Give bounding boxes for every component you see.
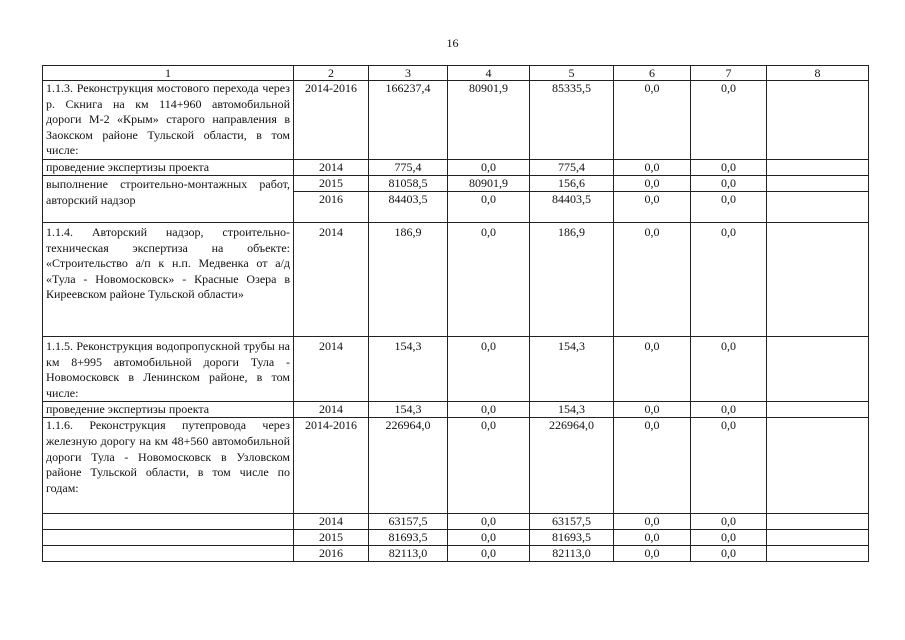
table-row: [43, 337, 869, 402]
page-number: 16: [446, 36, 459, 50]
total-cell: 154,3: [369, 337, 448, 402]
value-cell: 0,0: [614, 160, 691, 176]
value-cell: 775,4: [530, 160, 614, 176]
value-cell: 0,0: [614, 546, 691, 562]
value-cell: 0,0: [614, 402, 691, 418]
period-cell: 2015: [294, 176, 369, 192]
value-cell: 63157,5: [530, 514, 614, 530]
total-cell: 81058,5: [369, 176, 448, 192]
notes-cell: [767, 530, 869, 546]
notes-cell: [767, 223, 869, 337]
item-description: 1.1.6. Реконструкция путепровода через железную дорогу на км 48+560 автомобильной дороги Тула - Новомосковск в Узловском районе Тульской области, в том числе по годам:: [43, 418, 294, 514]
column-header: 3: [369, 66, 448, 81]
total-cell: 81693,5: [369, 530, 448, 546]
item-description: выполнение строительно-монтажных работ, авторский надзор: [43, 176, 294, 223]
value-cell: 0,0: [691, 402, 767, 418]
value-cell: 0,0: [448, 418, 530, 514]
value-cell: 0,0: [691, 337, 767, 402]
value-cell: 0,0: [614, 514, 691, 530]
item-description: 1.1.5. Реконструкция водопропускной трубы на км 8+995 автомобильной дороги Тула - Новомосковск в Ленинском районе, в том числе:: [43, 337, 294, 402]
value-cell: 154,3: [530, 337, 614, 402]
total-cell: 775,4: [369, 160, 448, 176]
item-description: 1.1.3. Реконструкция мостового перехода через р. Скнига на км 114+960 автомобильной дороги М-2 «Крым» старого направления в Заокском районе Тульской области, в том числе:: [43, 81, 294, 160]
value-cell: 0,0: [448, 546, 530, 562]
period-cell: 2014: [294, 160, 369, 176]
column-header: 7: [691, 66, 767, 81]
column-header: 8: [767, 66, 869, 81]
value-cell: 0,0: [614, 192, 691, 223]
value-cell: 0,0: [448, 337, 530, 402]
total-cell: 186,9: [369, 223, 448, 337]
notes-cell: [767, 402, 869, 418]
value-cell: 154,3: [530, 402, 614, 418]
notes-cell: [767, 546, 869, 562]
notes-cell: [767, 160, 869, 176]
value-cell: 0,0: [448, 530, 530, 546]
column-header: 1: [43, 66, 294, 81]
value-cell: 0,0: [691, 514, 767, 530]
table-row: [43, 418, 869, 514]
table-row: [43, 81, 869, 160]
value-cell: 0,0: [448, 514, 530, 530]
notes-cell: [767, 514, 869, 530]
column-header: 6: [614, 66, 691, 81]
value-cell: 0,0: [448, 402, 530, 418]
value-cell: 0,0: [448, 223, 530, 337]
value-cell: 0,0: [691, 418, 767, 514]
period-cell: 2016: [294, 546, 369, 562]
period-cell: 2014: [294, 402, 369, 418]
column-header: 4: [448, 66, 530, 81]
item-description: [43, 530, 294, 546]
period-cell: 2016: [294, 192, 369, 223]
value-cell: 0,0: [691, 176, 767, 192]
table-row: [43, 176, 869, 192]
total-cell: 82113,0: [369, 546, 448, 562]
value-cell: 85335,5: [530, 81, 614, 160]
value-cell: 81693,5: [530, 530, 614, 546]
period-cell: 2014: [294, 337, 369, 402]
period-cell: 2014-2016: [294, 418, 369, 514]
table-row: [43, 530, 869, 546]
notes-cell: [767, 337, 869, 402]
value-cell: 80901,9: [448, 176, 530, 192]
value-cell: 0,0: [614, 337, 691, 402]
value-cell: 0,0: [691, 81, 767, 160]
budget-table: [42, 65, 869, 562]
table-row: [43, 402, 869, 418]
notes-cell: [767, 176, 869, 192]
value-cell: 0,0: [614, 418, 691, 514]
total-cell: 226964,0: [369, 418, 448, 514]
item-description: 1.1.4. Авторский надзор, строительно-техническая экспертиза на объекте: «Строительство а/п к н.п. Медвенка от а/д «Тула - Новомосковск» - Красные Озера в Киреевском районе Тульской области»: [43, 223, 294, 337]
period-cell: 2014: [294, 514, 369, 530]
value-cell: 0,0: [614, 530, 691, 546]
table-row: [43, 160, 869, 176]
total-cell: 154,3: [369, 402, 448, 418]
column-header: 2: [294, 66, 369, 81]
value-cell: 0,0: [448, 160, 530, 176]
period-cell: 2014: [294, 223, 369, 337]
total-cell: 84403,5: [369, 192, 448, 223]
value-cell: 156,6: [530, 176, 614, 192]
value-cell: 0,0: [614, 223, 691, 337]
value-cell: 0,0: [448, 192, 530, 223]
value-cell: 0,0: [691, 530, 767, 546]
value-cell: 84403,5: [530, 192, 614, 223]
value-cell: 0,0: [691, 546, 767, 562]
item-description: проведение экспертизы проекта: [43, 160, 294, 176]
value-cell: 82113,0: [530, 546, 614, 562]
value-cell: 0,0: [691, 223, 767, 337]
period-cell: 2015: [294, 530, 369, 546]
value-cell: 0,0: [691, 160, 767, 176]
value-cell: 186,9: [530, 223, 614, 337]
notes-cell: [767, 418, 869, 514]
value-cell: 0,0: [614, 81, 691, 160]
header-row: [43, 66, 869, 81]
notes-cell: [767, 81, 869, 160]
value-cell: 0,0: [614, 176, 691, 192]
total-cell: 63157,5: [369, 514, 448, 530]
column-header: 5: [530, 66, 614, 81]
table-row: [43, 514, 869, 530]
period-cell: 2014-2016: [294, 81, 369, 160]
value-cell: 226964,0: [530, 418, 614, 514]
notes-cell: [767, 192, 869, 223]
item-description: проведение экспертизы проекта: [43, 402, 294, 418]
total-cell: 166237,4: [369, 81, 448, 160]
table-row: [43, 546, 869, 562]
item-description: [43, 514, 294, 530]
value-cell: 0,0: [691, 192, 767, 223]
value-cell: 80901,9: [448, 81, 530, 160]
table-row: [43, 223, 869, 337]
item-description: [43, 546, 294, 562]
